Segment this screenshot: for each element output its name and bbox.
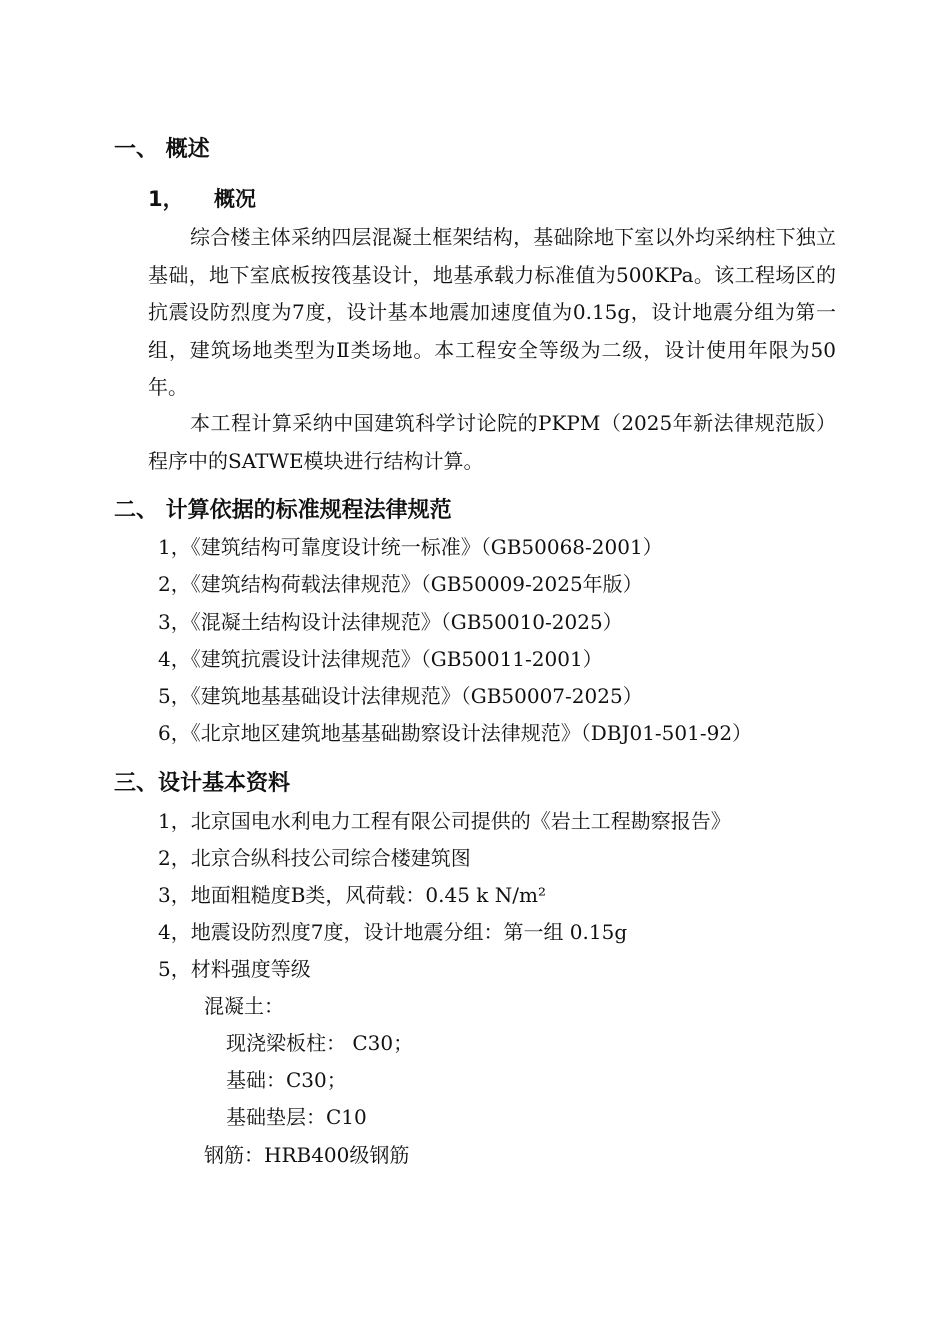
concrete-label: 混凝土： xyxy=(204,994,284,1018)
subsection-number: 1， xyxy=(148,187,184,211)
data-item: 4，地震设防烈度7度，设计地震分组：第一组 0.15g xyxy=(158,920,628,944)
data-item: 5，材料强度等级 xyxy=(158,957,311,981)
data-item: 2，北京合纵科技公司综合楼建筑图 xyxy=(158,846,471,870)
subsection-title: 概况 xyxy=(214,187,256,211)
overview-paragraph-1: 综合楼主体采纳四层混凝土框架结构，基础除地下室以外均采纳柱下独立基础，地下室底板按筏基设计，地基承载力标准值为500KPa。该工程场区的抗震设防烈度为7度，设计基本地震加速度值为0.15g，设计地震分组为第一组，建筑场地类型为Ⅱ类场地。本工程安全等级为二级，设计使用年限为50年。 xyxy=(148,225,836,399)
concrete-spec: 基础：C30； xyxy=(226,1068,347,1092)
data-item: 1，北京国电水利电力工程有限公司提供的《岩土工程勘察报告》 xyxy=(158,809,731,833)
standard-item: 5，《建筑地基基础设计法律规范》（GB50007-2025） xyxy=(158,684,643,708)
standard-item: 4，《建筑抗震设计法律规范》（GB50011-2001） xyxy=(158,647,603,671)
standard-item: 3，《混凝土结构设计法律规范》（GB50010-2025） xyxy=(158,610,623,634)
standard-item: 1，《建筑结构可靠度设计统一标准》（GB50068-2001） xyxy=(158,535,663,559)
concrete-spec: 现浇梁板柱： C30； xyxy=(226,1031,414,1055)
section-3-heading: 三、设计基本资料 xyxy=(114,771,291,796)
overview-paragraph-2: 本工程计算采纳中国建筑科学讨论院的PKPM（2025年新法律规范版）程序中的SATWE模块进行结构计算。 xyxy=(148,411,836,473)
subsection-1-heading xyxy=(148,184,256,214)
data-item: 3，地面粗糙度B类，风荷载：0.45 k N/m² xyxy=(158,883,547,907)
rebar-spec: 钢筋：HRB400级钢筋 xyxy=(204,1143,410,1167)
concrete-spec: 基础垫层：C10 xyxy=(226,1105,367,1129)
section-1-heading: 一、 概述 xyxy=(114,137,210,162)
standard-item: 6，《北京地区建筑地基基础勘察设计法律规范》（DBJ01-501-92） xyxy=(158,721,753,745)
section-2-heading: 二、 计算依据的标准规程法律规范 xyxy=(114,498,452,523)
standard-item: 2，《建筑结构荷载法律规范》（GB50009-2025年版） xyxy=(158,572,643,596)
